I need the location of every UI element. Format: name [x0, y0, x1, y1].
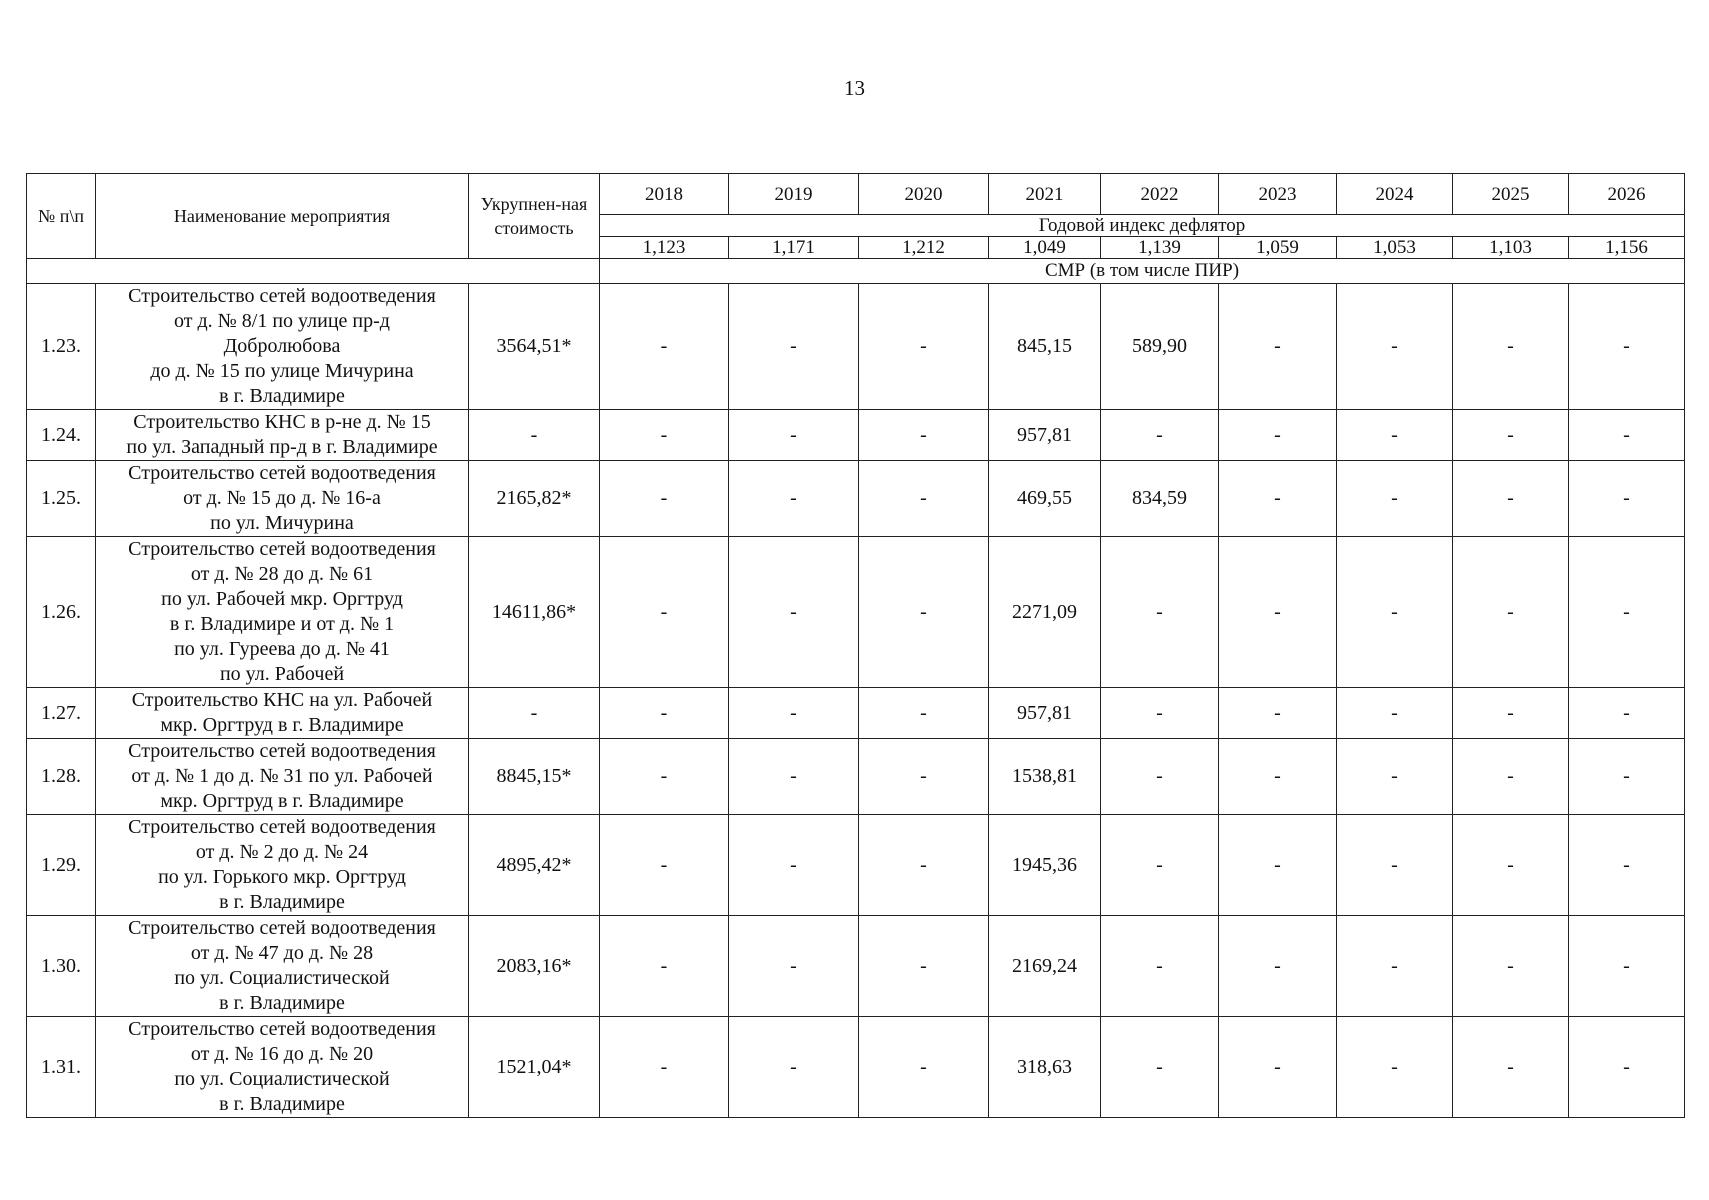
header-year: 2024 — [1337, 174, 1453, 215]
row-year-value: 1945,36 — [989, 815, 1101, 916]
row-year-value: - — [1569, 815, 1685, 916]
header-deflator: 1,123 — [600, 237, 729, 259]
header-deflator: 1,171 — [729, 237, 859, 259]
row-year-value: 318,63 — [989, 1017, 1101, 1118]
row-year-value: - — [1337, 284, 1453, 410]
row-year-value: - — [1337, 739, 1453, 815]
row-year-value: - — [859, 461, 989, 537]
row-year-value: - — [600, 688, 729, 739]
row-year-value: - — [859, 916, 989, 1017]
row-year-value: - — [729, 410, 859, 461]
row-year-value: - — [1569, 461, 1685, 537]
row-number: 1.26. — [27, 537, 96, 688]
row-name: Строительство КНС на ул. Рабочей мкр. Оргтруд в г. Владимире — [96, 688, 469, 739]
row-year-value: - — [1219, 461, 1337, 537]
header-deflator: 1,053 — [1337, 237, 1453, 259]
header-spacer — [27, 259, 600, 284]
row-cost: 2165,82* — [469, 461, 600, 537]
header-deflator-title: Годовой индекс дефлятор — [600, 215, 1685, 237]
row-year-value: 2271,09 — [989, 537, 1101, 688]
row-year-value: - — [1569, 410, 1685, 461]
row-year-value: - — [1219, 916, 1337, 1017]
row-year-value: - — [1569, 739, 1685, 815]
row-year-value: 957,81 — [989, 410, 1101, 461]
row-year-value: - — [1569, 537, 1685, 688]
row-cost: 14611,86* — [469, 537, 600, 688]
header-smr-title: СМР (в том числе ПИР) — [600, 259, 1685, 284]
row-year-value: - — [1453, 410, 1569, 461]
row-year-value: - — [1101, 1017, 1219, 1118]
row-year-value: - — [600, 916, 729, 1017]
page-number: 13 — [844, 76, 865, 100]
row-year-value: 589,90 — [1101, 284, 1219, 410]
row-year-value: - — [729, 815, 859, 916]
row-year-value: - — [600, 284, 729, 410]
header-cost: Укрупнен-ная стоимость — [469, 174, 600, 259]
row-year-value: - — [1569, 916, 1685, 1017]
row-name: Строительство сетей водоотведения от д. № 28 до д. № 61 по ул. Рабочей мкр. Оргтруд в г. Владимире и от д. № 1 по ул. Гуреева до д. № 41 по ул. Рабочей — [96, 537, 469, 688]
row-year-value: - — [1337, 461, 1453, 537]
row-year-value: - — [729, 916, 859, 1017]
row-year-value: - — [729, 284, 859, 410]
row-year-value: - — [729, 1017, 859, 1118]
row-year-value: - — [729, 739, 859, 815]
row-year-value: - — [1337, 1017, 1453, 1118]
header-year: 2026 — [1569, 174, 1685, 215]
row-year-value: - — [1453, 284, 1569, 410]
row-year-value: - — [1569, 1017, 1685, 1118]
table-row — [27, 916, 1685, 1017]
row-year-value: - — [1101, 815, 1219, 916]
row-year-value: - — [1219, 688, 1337, 739]
row-name: Строительство сетей водоотведения от д. № 2 до д. № 24 по ул. Горького мкр. Оргтруд в г. Владимире — [96, 815, 469, 916]
table-row — [27, 537, 1685, 688]
header-name: Наименование мероприятия — [96, 174, 469, 259]
row-year-value: - — [1569, 284, 1685, 410]
header-year: 2018 — [600, 174, 729, 215]
row-year-value: - — [1219, 537, 1337, 688]
header-year: 2022 — [1101, 174, 1219, 215]
table-row — [27, 461, 1685, 537]
row-year-value: - — [859, 1017, 989, 1118]
row-year-value: - — [1453, 461, 1569, 537]
header-year: 2025 — [1453, 174, 1569, 215]
row-year-value: 1538,81 — [989, 739, 1101, 815]
row-year-value: - — [859, 815, 989, 916]
row-year-value: - — [1101, 537, 1219, 688]
row-year-value: - — [1101, 916, 1219, 1017]
row-year-value: - — [600, 410, 729, 461]
row-year-value: - — [1101, 688, 1219, 739]
row-year-value: - — [600, 1017, 729, 1118]
row-year-value: - — [1453, 739, 1569, 815]
row-year-value: - — [1219, 815, 1337, 916]
row-year-value: 469,55 — [989, 461, 1101, 537]
row-year-value: - — [1337, 916, 1453, 1017]
header-deflator: 1,139 — [1101, 237, 1219, 259]
row-year-value: - — [729, 461, 859, 537]
row-cost: 3564,51* — [469, 284, 600, 410]
row-name: Строительство сетей водоотведения от д. № 16 до д. № 20 по ул. Социалистической в г. Владимире — [96, 1017, 469, 1118]
row-number: 1.24. — [27, 410, 96, 461]
row-cost: 8845,15* — [469, 739, 600, 815]
row-year-value: - — [600, 461, 729, 537]
row-year-value: - — [859, 284, 989, 410]
row-year-value: - — [1337, 410, 1453, 461]
header-year: 2019 — [729, 174, 859, 215]
header-deflator: 1,049 — [989, 237, 1101, 259]
row-year-value: - — [1219, 1017, 1337, 1118]
row-year-value: - — [1337, 815, 1453, 916]
header-year: 2020 — [859, 174, 989, 215]
row-year-value: - — [1101, 410, 1219, 461]
row-year-value: - — [1219, 739, 1337, 815]
header-deflator: 1,103 — [1453, 237, 1569, 259]
table-row — [27, 688, 1685, 739]
header-deflator: 1,212 — [859, 237, 989, 259]
row-year-value: 957,81 — [989, 688, 1101, 739]
row-cost: - — [469, 688, 600, 739]
row-year-value: - — [729, 688, 859, 739]
row-year-value: - — [600, 537, 729, 688]
row-year-value: 834,59 — [1101, 461, 1219, 537]
row-year-value: - — [729, 537, 859, 688]
header-year: 2023 — [1219, 174, 1337, 215]
row-year-value: - — [1219, 284, 1337, 410]
header-deflator: 1,156 — [1569, 237, 1685, 259]
table-row — [27, 739, 1685, 815]
row-cost: 1521,04* — [469, 1017, 600, 1118]
row-year-value: - — [859, 739, 989, 815]
row-number: 1.25. — [27, 461, 96, 537]
table-row — [27, 815, 1685, 916]
row-name: Строительство сетей водоотведения от д. № 8/1 по улице пр-д Добролюбова до д. № 15 по улице Мичурина в г. Владимире — [96, 284, 469, 410]
row-year-value: - — [1219, 410, 1337, 461]
header-num: № п\п — [27, 174, 96, 259]
row-year-value: - — [1337, 688, 1453, 739]
row-year-value: - — [859, 410, 989, 461]
row-year-value: - — [859, 537, 989, 688]
row-year-value: - — [1101, 739, 1219, 815]
row-year-value: - — [1453, 815, 1569, 916]
row-year-value: - — [859, 688, 989, 739]
table-row — [27, 284, 1685, 410]
row-cost: 2083,16* — [469, 916, 600, 1017]
row-year-value: - — [1337, 537, 1453, 688]
header-deflator: 1,059 — [1219, 237, 1337, 259]
row-year-value: 2169,24 — [989, 916, 1101, 1017]
row-number: 1.29. — [27, 815, 96, 916]
row-number: 1.27. — [27, 688, 96, 739]
deflator-table — [26, 173, 1685, 1118]
row-number: 1.30. — [27, 916, 96, 1017]
row-cost: 4895,42* — [469, 815, 600, 916]
row-year-value: - — [600, 815, 729, 916]
table-body — [27, 284, 1685, 1118]
row-number: 1.28. — [27, 739, 96, 815]
row-year-value: - — [1453, 916, 1569, 1017]
row-year-value: 845,15 — [989, 284, 1101, 410]
header-year: 2021 — [989, 174, 1101, 215]
row-name: Строительство КНС в р-не д. № 15 по ул. Западный пр-д в г. Владимире — [96, 410, 469, 461]
row-year-value: - — [1569, 688, 1685, 739]
row-year-value: - — [1453, 1017, 1569, 1118]
row-cost: - — [469, 410, 600, 461]
row-number: 1.23. — [27, 284, 96, 410]
row-year-value: - — [600, 739, 729, 815]
row-name: Строительство сетей водоотведения от д. № 15 до д. № 16-а по ул. Мичурина — [96, 461, 469, 537]
table-row — [27, 1017, 1685, 1118]
row-name: Строительство сетей водоотведения от д. № 47 до д. № 28 по ул. Социалистической в г. Владимире — [96, 916, 469, 1017]
row-name: Строительство сетей водоотведения от д. № 1 до д. № 31 по ул. Рабочей мкр. Оргтруд в г. Владимире — [96, 739, 469, 815]
row-year-value: - — [1453, 688, 1569, 739]
row-year-value: - — [1453, 537, 1569, 688]
row-number: 1.31. — [27, 1017, 96, 1118]
table-row — [27, 410, 1685, 461]
